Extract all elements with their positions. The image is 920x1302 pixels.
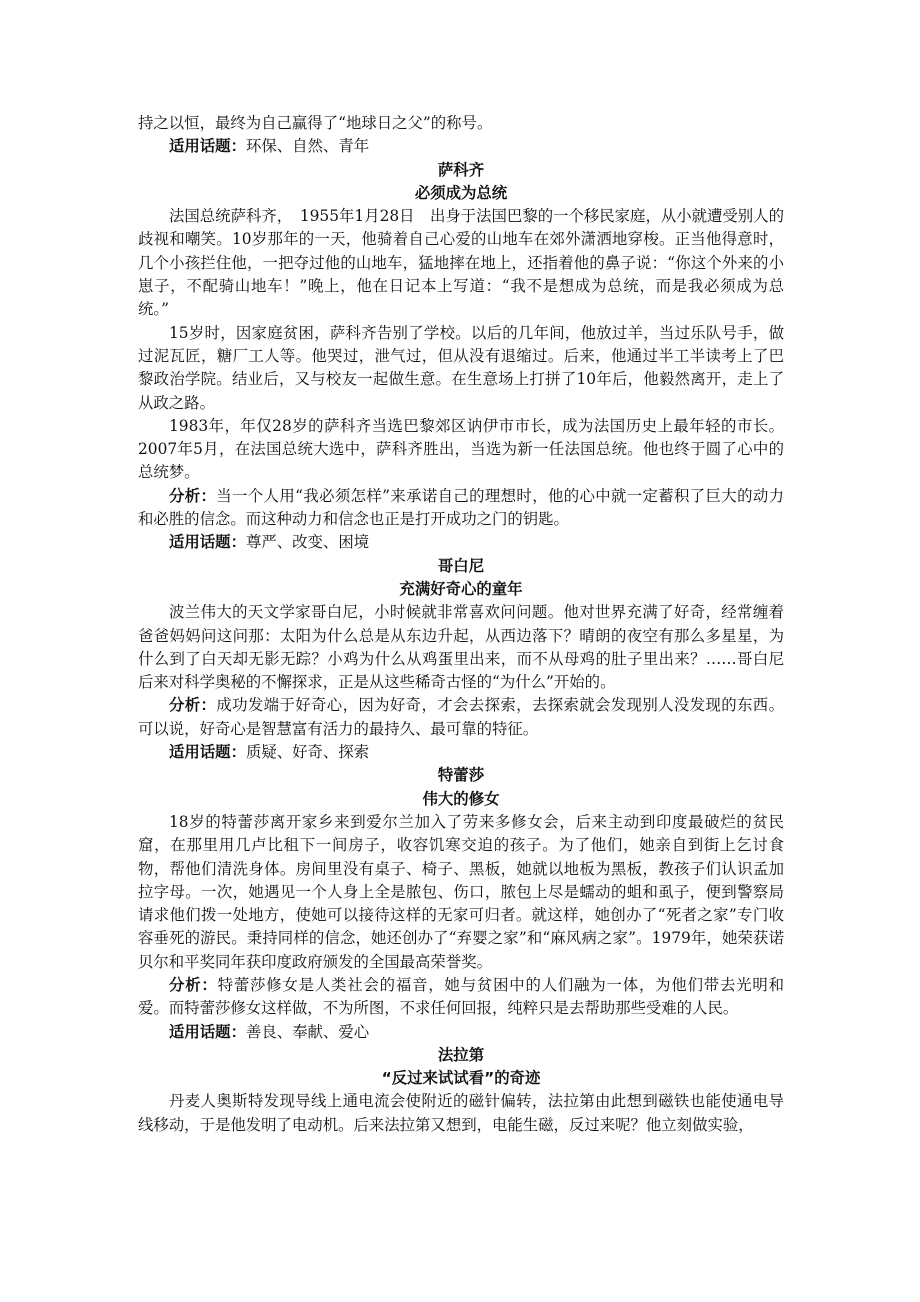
- body-paragraph: 法国总统萨科齐， 1955年1月28日 出身于法国巴黎的一个移民家庭，从小就遭受别人的歧视和嘲笑。10岁那年的一天，他骑着自己心爱的山地车在郊外潇洒地穿梭。正当他得意时，几个小孩拦住他，一把夺过他的山地车，猛地摔在地上，还指着他的鼻子说：“你这个外来的小崽子，不配骑山地车！”晚上，他在日记本上写道：“我不是想成为总统，而是我必须成为总统。”: [138, 207, 784, 319]
- topic-label: 适用话题：: [169, 137, 246, 156]
- section-person-name: 法拉第: [437, 1045, 485, 1064]
- body-paragraph: 波兰伟大的天文学家哥白尼，小时候就非常喜欢问问题。他对世界充满了好奇，经常缠着爸爸妈妈问这问那：太阳为什么总是从东边升起，从西边落下？晴朗的夜空有那么多星星，为什么到了白天却无影无踪？小鸡为什么从鸡蛋里出来，而不从母鸡的肚子里出来？……哥白尼后来对科学奥秘的不懈探求，正是从这些稀奇古怪的“为什么”开始的。: [138, 603, 784, 692]
- section-faraday: [138, 1044, 784, 1137]
- topic-paragraph: [138, 531, 784, 554]
- section-teresa: [138, 764, 784, 1044]
- section-copernicus: [138, 555, 784, 765]
- topic-paragraph: [138, 741, 784, 764]
- topic-text: 环保、自然、青年: [245, 137, 370, 156]
- body-paragraph: 1983年，年仅28岁的萨科齐当选巴黎郊区讷伊市市长，成为法国历史上最年轻的市长。2007年5月，在法国总统大选中，萨科齐胜出，当选为新一任法国总统。他也终于圆了心中的总统梦。: [138, 416, 784, 482]
- document-page: [138, 112, 784, 1137]
- section-title: 必须成为总统: [414, 183, 508, 202]
- analysis-paragraph: [138, 694, 784, 741]
- analysis-text: 成功发端于好奇心，因为好奇，才会去探索，去探索就会发现别人没发现的东西。可以说，好奇心是智慧富有活力的最持久、最可靠的特征。: [138, 696, 784, 738]
- section-title: “反过来试试看”的奇迹: [381, 1069, 541, 1088]
- analysis-label: 分析：: [169, 486, 217, 505]
- analysis-text: 当一个人用“我必须怎样”来承诺自己的理想时，他的心中就一定蓄积了巨大的动力和必胜的信念。而这种动力和信念也正是打开成功之门的钥匙。: [138, 486, 784, 529]
- topic-text: 尊严、改变、困境: [245, 533, 370, 552]
- analysis-label: 分析：: [169, 975, 218, 994]
- analysis-paragraph: [138, 974, 784, 1021]
- topic-text: 善良、奉献、爱心: [245, 1022, 370, 1041]
- analysis-paragraph: [138, 485, 784, 532]
- analysis-label: 分析：: [169, 696, 217, 715]
- section-person-name: 特蕾莎: [437, 766, 485, 785]
- section-title: 伟大的修女: [422, 789, 500, 808]
- body-paragraph: 15岁时，因家庭贫困，萨科齐告别了学校。以后的几年间，他放过羊，当过乐队号手，做过泥瓦匠，糖厂工人等。他哭过，泄气过，但从没有退缩过。后来，他通过半工半读考上了巴黎政治学院。结业后，又与校友一起做生意。在生意场上打拼了10年后，他毅然离开，走上了从政之路。: [138, 323, 784, 412]
- section-title: 充满好奇心的童年: [399, 579, 523, 598]
- intro-continuation: 持之以恒，最终为自己赢得了“地球日之父”的称号。: [138, 114, 493, 132]
- section-person-name: 哥白尼: [437, 556, 485, 575]
- topic-paragraph: [138, 1021, 784, 1044]
- intro-topic: [138, 135, 784, 158]
- topic-label: 适用话题：: [169, 1022, 246, 1041]
- section-sarkozy: [138, 159, 784, 555]
- topic-text: 质疑、好奇、探索: [245, 743, 370, 762]
- body-paragraph: 丹麦人奥斯特发现导线上通电流会使附近的磁针偏转，法拉第由此想到磁铁也能使通电导线移动，于是他发明了电动机。后来法拉第又想到，电能生磁，反过来呢？他立刻做实验，: [138, 1092, 784, 1134]
- section-person-name: 萨科齐: [437, 160, 485, 179]
- body-paragraph: 18岁的特蕾莎离开家乡来到爱尔兰加入了劳来多修女会，后来主动到印度最破烂的贫民窟，在那里用几卢比租下一间房子，收容饥寒交迫的孩子。为了他们，她亲自到街上乞讨食物，帮他们清洗身体。房间里没有桌子、椅子、黑板，她就以地板为黑板，教孩子们认识孟加拉字母。一次，她遇见一个人身上全是脓包、伤口，脓包上尽是蠕动的蛆和虱子，便到警察局请求他们拨一处地方，使她可以接待这样的无家可归者。就这样，她创办了“死者之家”专门收容垂死的游民。秉持同样的信念，她还创办了“弃婴之家”和“麻风病之家”。1979年，她荣获诺贝尔和平奖同年获印度政府颁发的全国最高荣誉奖。: [138, 812, 784, 971]
- analysis-text: 特蕾莎修女是人类社会的福音，她与贫困中的人们融为一体，为他们带去光明和爱。而特蕾莎修女这样做，不为所图，不求任何回报，纯粹只是去帮助那些受难的人民。: [138, 975, 784, 1018]
- topic-label: 适用话题：: [169, 533, 246, 552]
- topic-label: 适用话题：: [169, 743, 246, 762]
